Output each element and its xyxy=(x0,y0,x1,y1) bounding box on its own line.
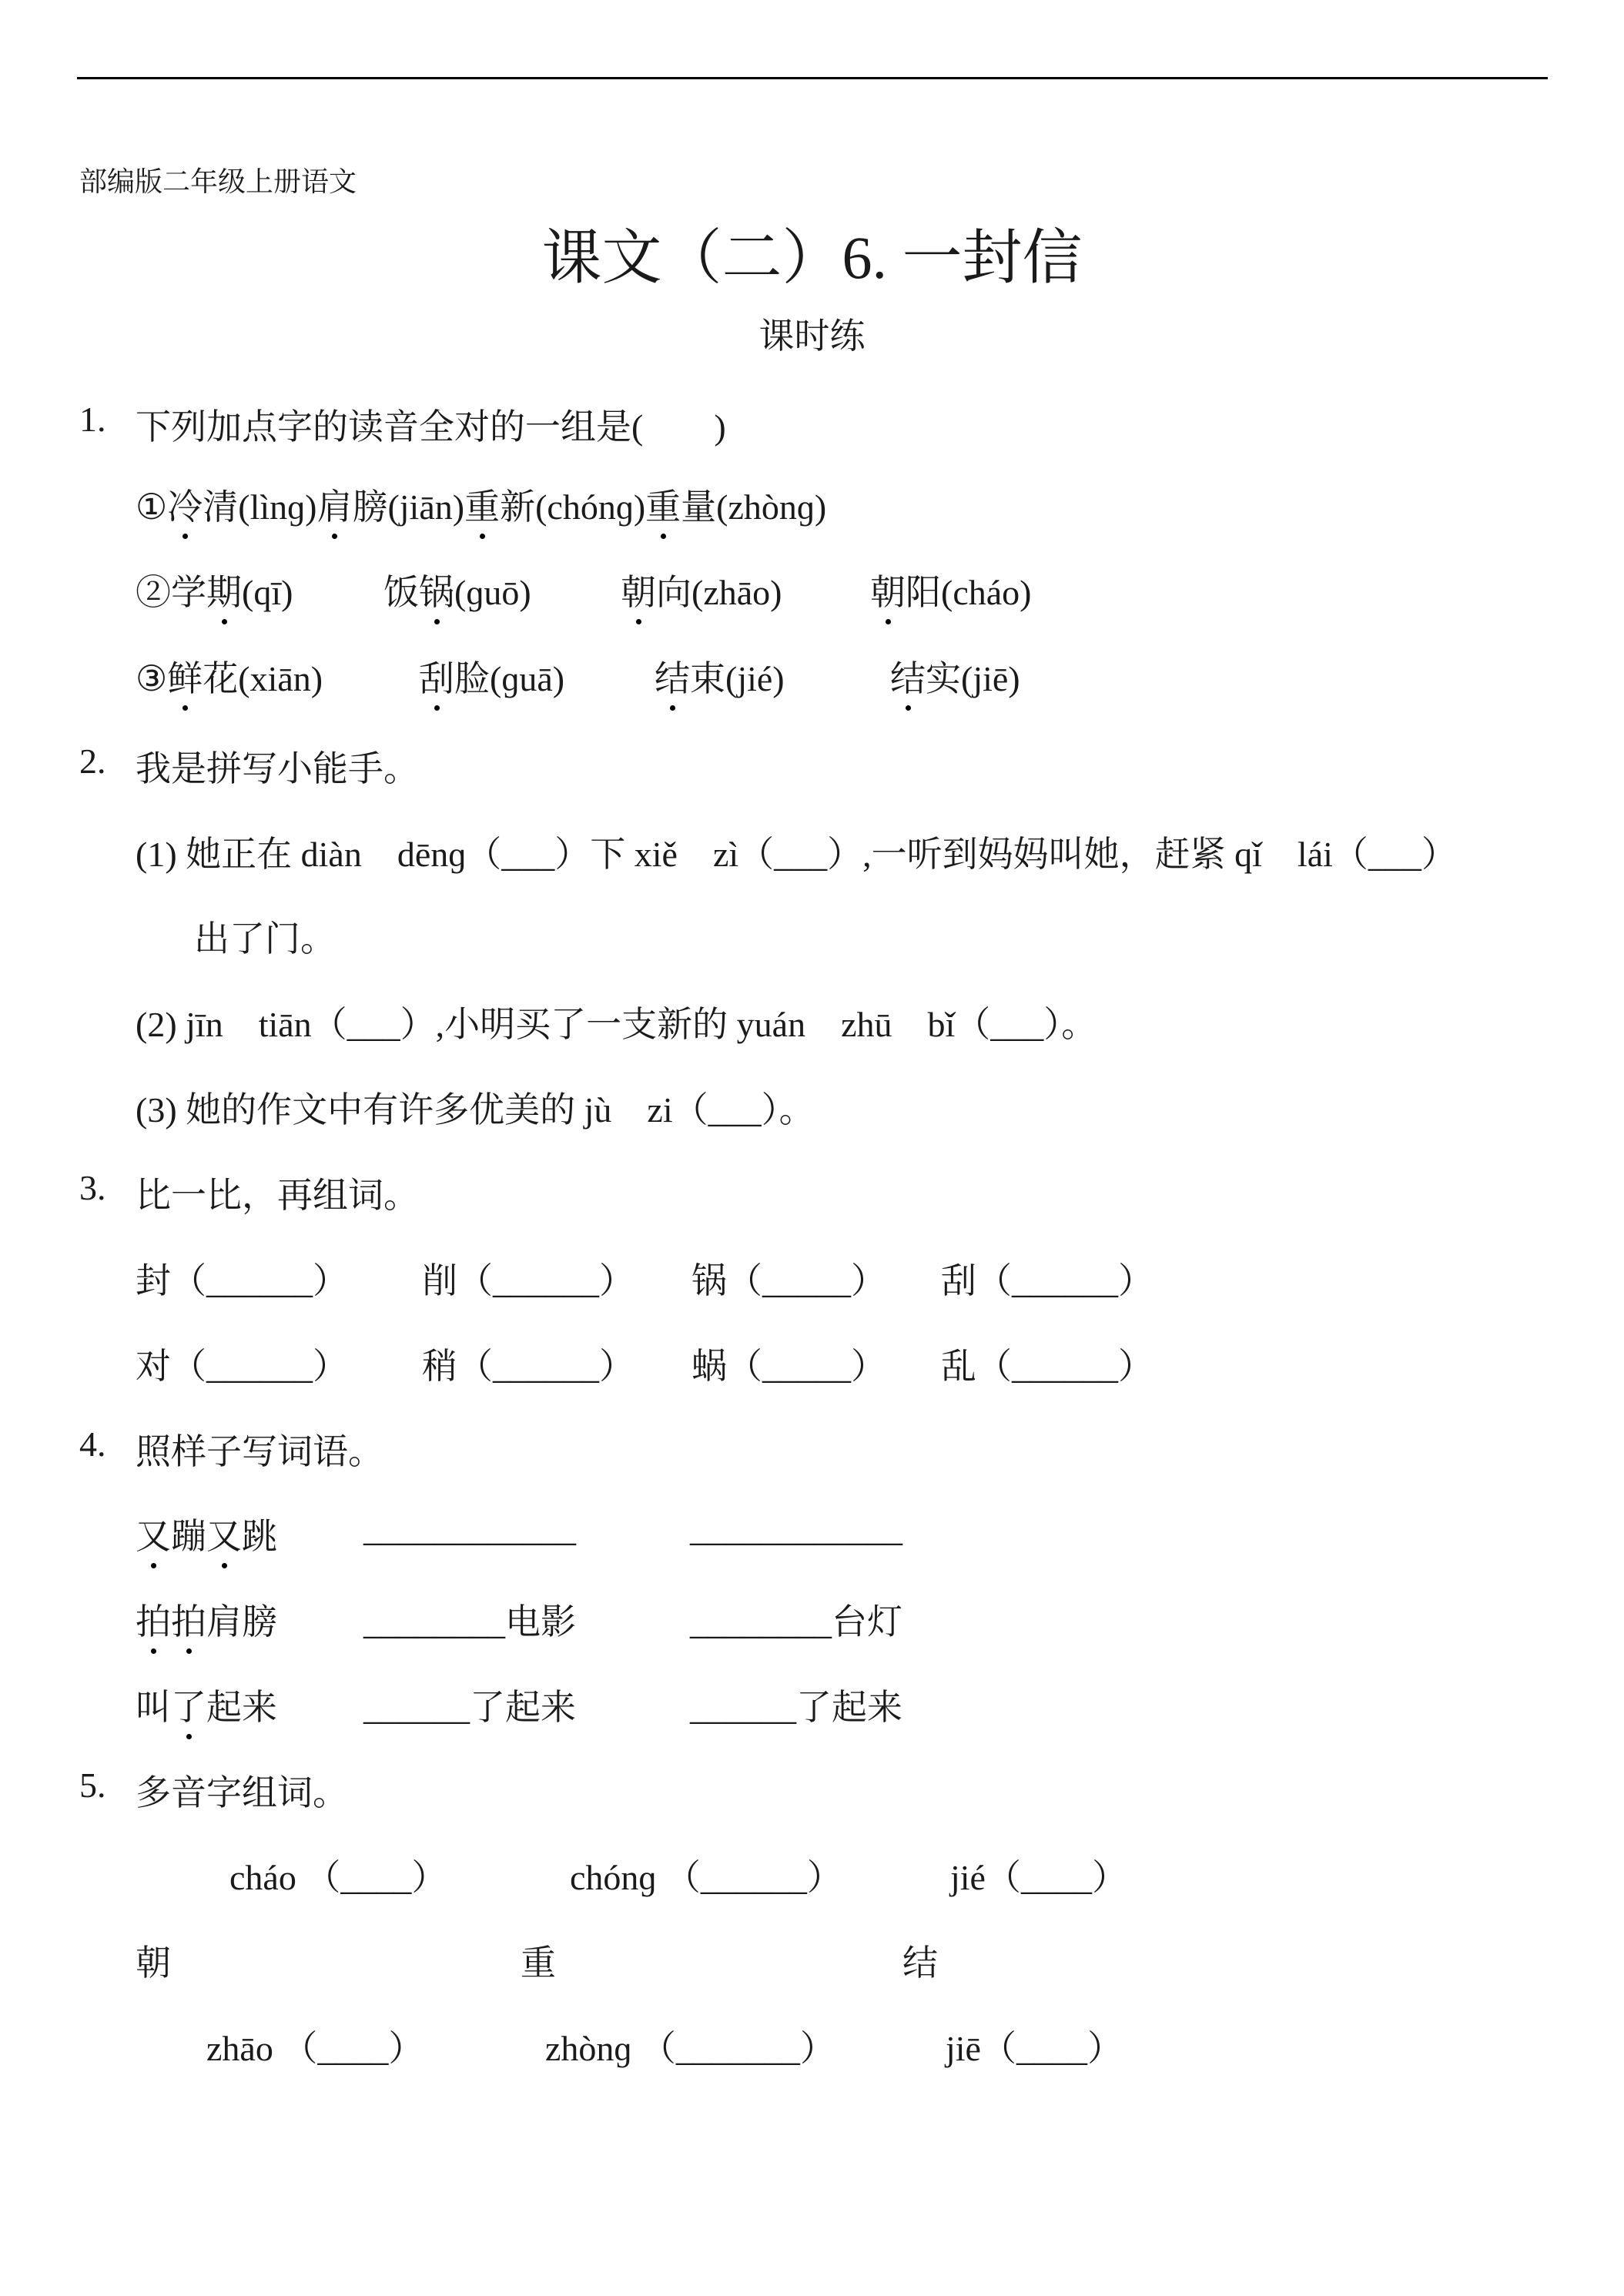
text-segment: (ɡuō) xyxy=(454,573,531,612)
q3-item: 刮（______） xyxy=(941,1261,1154,1300)
q1-option-3-d xyxy=(890,651,1020,701)
dotted-character: 鲜 xyxy=(167,651,203,701)
q3-item: 锅（_____） xyxy=(691,1261,886,1300)
grade-header: 部编版二年级上册语文 xyxy=(79,166,357,197)
q1-option-2-c xyxy=(621,564,782,615)
text-segment: 阳(cháo) xyxy=(906,573,1032,612)
page-title: 课文（二）6. 一封信 xyxy=(541,224,1083,291)
q2-number: 2. xyxy=(79,741,106,781)
q1-option-2-b xyxy=(383,564,531,615)
q1-option-2-d xyxy=(870,564,1031,615)
dotted-character: 朝 xyxy=(870,564,906,615)
q3-item: 稍（______） xyxy=(422,1347,635,1386)
q4-blank: ____________ xyxy=(363,1509,576,1548)
q5-character: 朝 xyxy=(136,1943,171,1983)
dotted-character: 重 xyxy=(464,479,500,530)
text-segment: 起来 xyxy=(206,1688,277,1727)
text-segment: 花(xiān) xyxy=(203,659,323,698)
q2-sentence-1-cont: 出了门。 xyxy=(194,919,336,959)
dotted-character: 拍 xyxy=(171,1594,206,1645)
q1-option-1 xyxy=(136,479,826,530)
q5-character: 结 xyxy=(902,1943,938,1983)
q4-stem: 照样子写词语。 xyxy=(136,1432,383,1471)
q3-item: 乱（______） xyxy=(941,1347,1154,1386)
q4-blank: ______了起来 xyxy=(690,1688,902,1727)
dotted-character: 又 xyxy=(206,1508,242,1559)
dotted-character: 重 xyxy=(645,479,681,530)
q1-stem: 下列加点字的读音全对的一组是( ) xyxy=(136,407,726,447)
dotted-character: 冷 xyxy=(167,479,203,530)
q4-blank: ______了起来 xyxy=(363,1688,576,1727)
q3-item: 蜗（_____） xyxy=(691,1347,886,1386)
q4-blank: ________电影 xyxy=(363,1602,576,1642)
q1-option-3 xyxy=(136,651,323,701)
text-segment: ③ xyxy=(136,659,168,698)
text-segment: 蹦 xyxy=(171,1517,206,1556)
header-rule xyxy=(77,77,1548,79)
q4-blank: ________台灯 xyxy=(690,1602,902,1642)
q5-reading: chónɡ （______） xyxy=(570,1858,842,1897)
dotted-character: 结 xyxy=(890,651,926,701)
q3-item: 对（______） xyxy=(136,1347,348,1386)
dotted-character: 刮 xyxy=(419,651,454,701)
q4-example-3 xyxy=(136,1679,277,1730)
q2-sentence-1: (1) 她正在 diàn dēnɡ（___）下 xiě zì（___）,一听到妈妈叫她，赶紧 qǐ lái（___） xyxy=(136,835,1457,874)
page-subtitle: 课时练 xyxy=(758,316,866,356)
q1-number: 1. xyxy=(79,400,106,439)
q2-stem: 我是拼写小能手。 xyxy=(136,749,419,788)
q5-stem: 多音字组词。 xyxy=(136,1773,348,1812)
dotted-character: 肩 xyxy=(316,479,352,530)
q2-sentence-3: (3) 她的作文中有许多优美的 jù zi（___）。 xyxy=(136,1090,815,1130)
dotted-character: 又 xyxy=(136,1508,171,1559)
text-segment: 叫 xyxy=(136,1688,171,1727)
text-segment: 跳 xyxy=(242,1517,277,1556)
text-segment: 清(lìnɡ) xyxy=(203,487,317,527)
q5-reading: cháo （____） xyxy=(229,1858,447,1897)
q3-item: 封（______） xyxy=(136,1261,348,1300)
dotted-character: 朝 xyxy=(621,564,656,615)
q5-reading: jié（____） xyxy=(950,1858,1127,1897)
text-segment: 肩膀 xyxy=(206,1602,277,1642)
text-segment: ① xyxy=(136,487,168,527)
text-segment: 新(chónɡ) xyxy=(500,487,646,527)
q5-character: 重 xyxy=(521,1943,556,1983)
text-segment: 脸(ɡuā) xyxy=(454,659,565,698)
q5-reading: zhāo （____） xyxy=(206,2029,424,2068)
dotted-character: 拍 xyxy=(136,1594,171,1645)
q1-option-3-b xyxy=(419,651,564,701)
q2-sentence-2: (2) jīn tiān（___）,小明买了一支新的 yuán zhū bǐ（___）。 xyxy=(136,1005,1097,1044)
q1-option-2 xyxy=(136,564,293,615)
text-segment: (qī) xyxy=(242,573,293,612)
q4-example-2 xyxy=(136,1594,277,1645)
q5-reading: jiē（____） xyxy=(946,2029,1123,2068)
q5-number: 5. xyxy=(79,1766,106,1805)
text-segment: 膀(jiān) xyxy=(352,487,465,527)
text-segment: 束(jié) xyxy=(690,659,785,698)
text-segment: ②学 xyxy=(136,573,206,612)
dotted-character: 了 xyxy=(171,1679,206,1730)
q4-example-1 xyxy=(136,1508,277,1559)
q3-item: 削（______） xyxy=(422,1261,635,1300)
text-segment: 饭 xyxy=(383,573,419,612)
q3-stem: 比一比，再组词。 xyxy=(136,1176,419,1215)
q4-number: 4. xyxy=(79,1424,106,1464)
q4-blank: ____________ xyxy=(690,1509,902,1548)
dotted-character: 结 xyxy=(655,651,690,701)
dotted-character: 期 xyxy=(206,564,242,615)
q1-option-3-c xyxy=(655,651,785,701)
text-segment: 实(jiē) xyxy=(926,659,1020,698)
q5-reading: zhònɡ （_______） xyxy=(545,2029,835,2068)
dotted-character: 锅 xyxy=(419,564,454,615)
q3-number: 3. xyxy=(79,1168,106,1207)
text-segment: 向(zhāo) xyxy=(656,573,782,612)
text-segment: 量(zhònɡ) xyxy=(681,487,827,527)
